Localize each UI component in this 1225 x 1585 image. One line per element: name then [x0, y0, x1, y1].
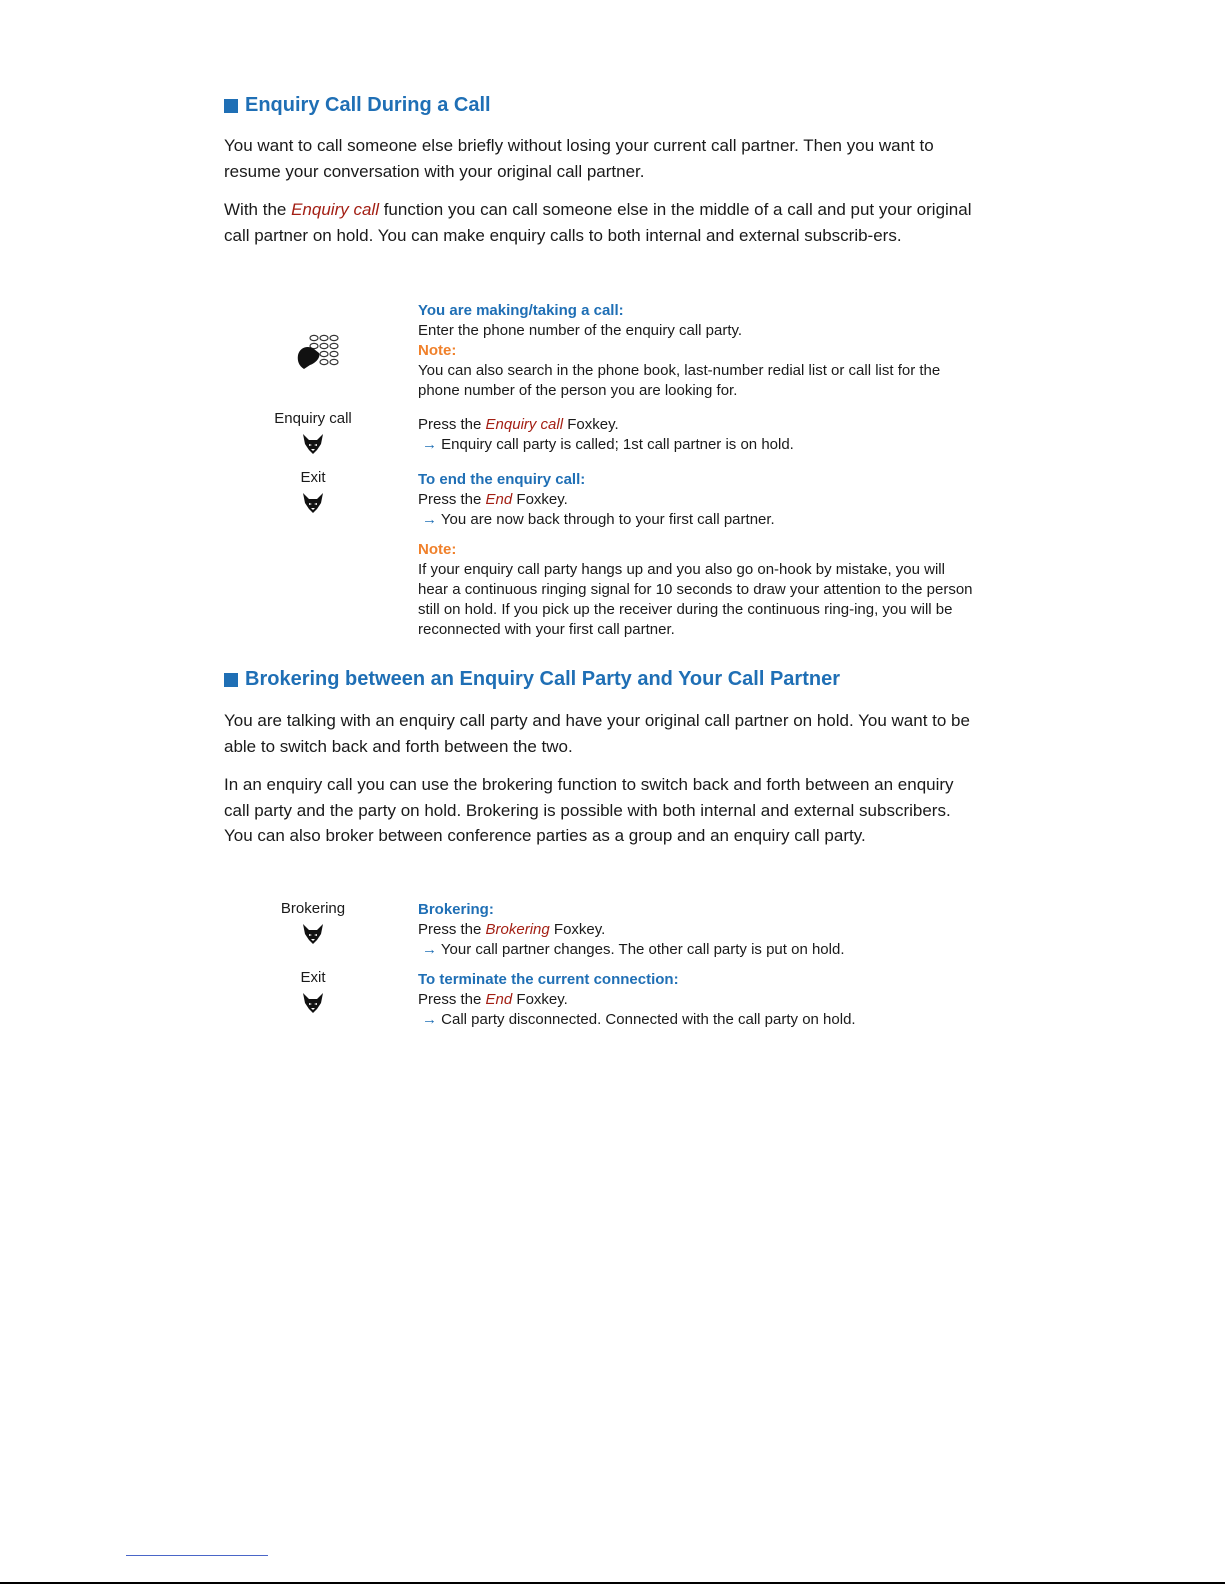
section-heading-enquiry-call	[224, 94, 491, 117]
intro-paragraph-function: With the Enquiry call function you can call someone else in the middle of a call and put your original call partner on hold. You can make enquiry calls to both internal and external subscrib-ers.	[224, 200, 972, 245]
note-label: Note:	[418, 541, 457, 558]
section-heading-brokering	[224, 668, 840, 691]
step-terminate	[418, 970, 978, 1030]
step-title: You are making/taking a call:	[418, 302, 624, 319]
step-result: → Your call partner changes. The other call party is put on hold.	[418, 940, 978, 960]
foxkey-exit[interactable]	[258, 969, 368, 1014]
section-title: Enquiry Call During a Call	[245, 94, 491, 116]
keypad-dial-icon	[296, 333, 344, 373]
foxkey-label: Exit	[300, 969, 326, 986]
step-title: To end the enquiry call:	[418, 471, 586, 488]
arrow-right-icon: →	[422, 1011, 437, 1028]
foxkey-icon[interactable]	[301, 923, 325, 945]
section-title: Brokering between an Enquiry Call Party and Your Call Partner	[245, 668, 840, 690]
foxkey-icon[interactable]	[301, 492, 325, 514]
foxkey-name: Brokering	[485, 921, 550, 938]
step-text: Enter the phone number of the enquiry call party.	[418, 322, 743, 339]
step-title: Brokering:	[418, 901, 494, 918]
foxkey-enquiry-call[interactable]	[258, 410, 368, 455]
arrow-right-icon: →	[422, 436, 437, 453]
foxkey-name: End	[485, 491, 513, 508]
step-result: → You are now back through to your first call partner.	[418, 510, 978, 530]
step-title: To terminate the current connection:	[418, 971, 679, 988]
intro-paragraph: You are talking with an enquiry call party and have your original call partner on hold. You want to be able to switch back and forth between the two.	[224, 711, 970, 756]
arrow-right-icon: →	[422, 511, 437, 528]
arrow-right-icon: →	[422, 941, 437, 958]
step-making-call	[418, 301, 978, 401]
note-label: Note:	[418, 342, 457, 359]
step-press-text: Press the End Foxkey.	[418, 491, 568, 508]
intro-paragraph: You want to call someone else briefly without losing your current call partner. Then you want to resume your conversation with your original call partner.	[224, 136, 934, 181]
foxkey-label: Exit	[300, 469, 326, 486]
step-result: → Enquiry call party is called; 1st call partner is on hold.	[418, 435, 978, 455]
foxkey-label: Enquiry call	[274, 410, 352, 427]
intro-paragraph-brokering: In an enquiry call you can use the brokering function to switch back and forth between an enquiry call party and the party on hold. Brokering is possible with both internal and external subscribers. You can also broker between conference parties as a group and an enquiry call party.	[224, 775, 954, 845]
page-bottom-rule	[0, 1582, 1225, 1584]
step-press-text: Press the Brokering Foxkey.	[418, 921, 606, 938]
step-press-text: Press the End Foxkey.	[418, 991, 568, 1008]
foxkey-label: Brokering	[280, 900, 346, 917]
foxkey-icon[interactable]	[301, 433, 325, 455]
footer-link-line	[126, 1555, 268, 1556]
step-press-text: Press the Enquiry call Foxkey.	[418, 416, 619, 433]
foxkey-exit[interactable]	[258, 469, 368, 514]
note-text: If your enquiry call party hangs up and you also go on-hook by mistake, you will hear a continuous ringing signal for 10 seconds to draw your attention to the person still on hold. If you pick up the receiver during the continuous ring-ing, you will be reconnected with your first call partner.	[418, 561, 973, 638]
enquiry-call-term: Enquiry call	[291, 200, 379, 219]
foxkey-name: End	[485, 991, 513, 1008]
step-press-enquiry	[418, 415, 978, 455]
foxkey-name: Enquiry call	[485, 416, 564, 433]
step-result: → Call party disconnected. Connected with the call party on hold.	[418, 1010, 978, 1030]
heading-square-icon	[224, 99, 238, 113]
step-end-enquiry	[418, 470, 978, 530]
note-block	[418, 540, 978, 640]
foxkey-brokering[interactable]	[258, 900, 368, 945]
note-text: You can also search in the phone book, last-number redial list or call list for the phone number of the person you are looking for.	[418, 362, 941, 399]
foxkey-icon[interactable]	[301, 992, 325, 1014]
step-brokering	[418, 900, 978, 960]
heading-square-icon	[224, 673, 238, 687]
